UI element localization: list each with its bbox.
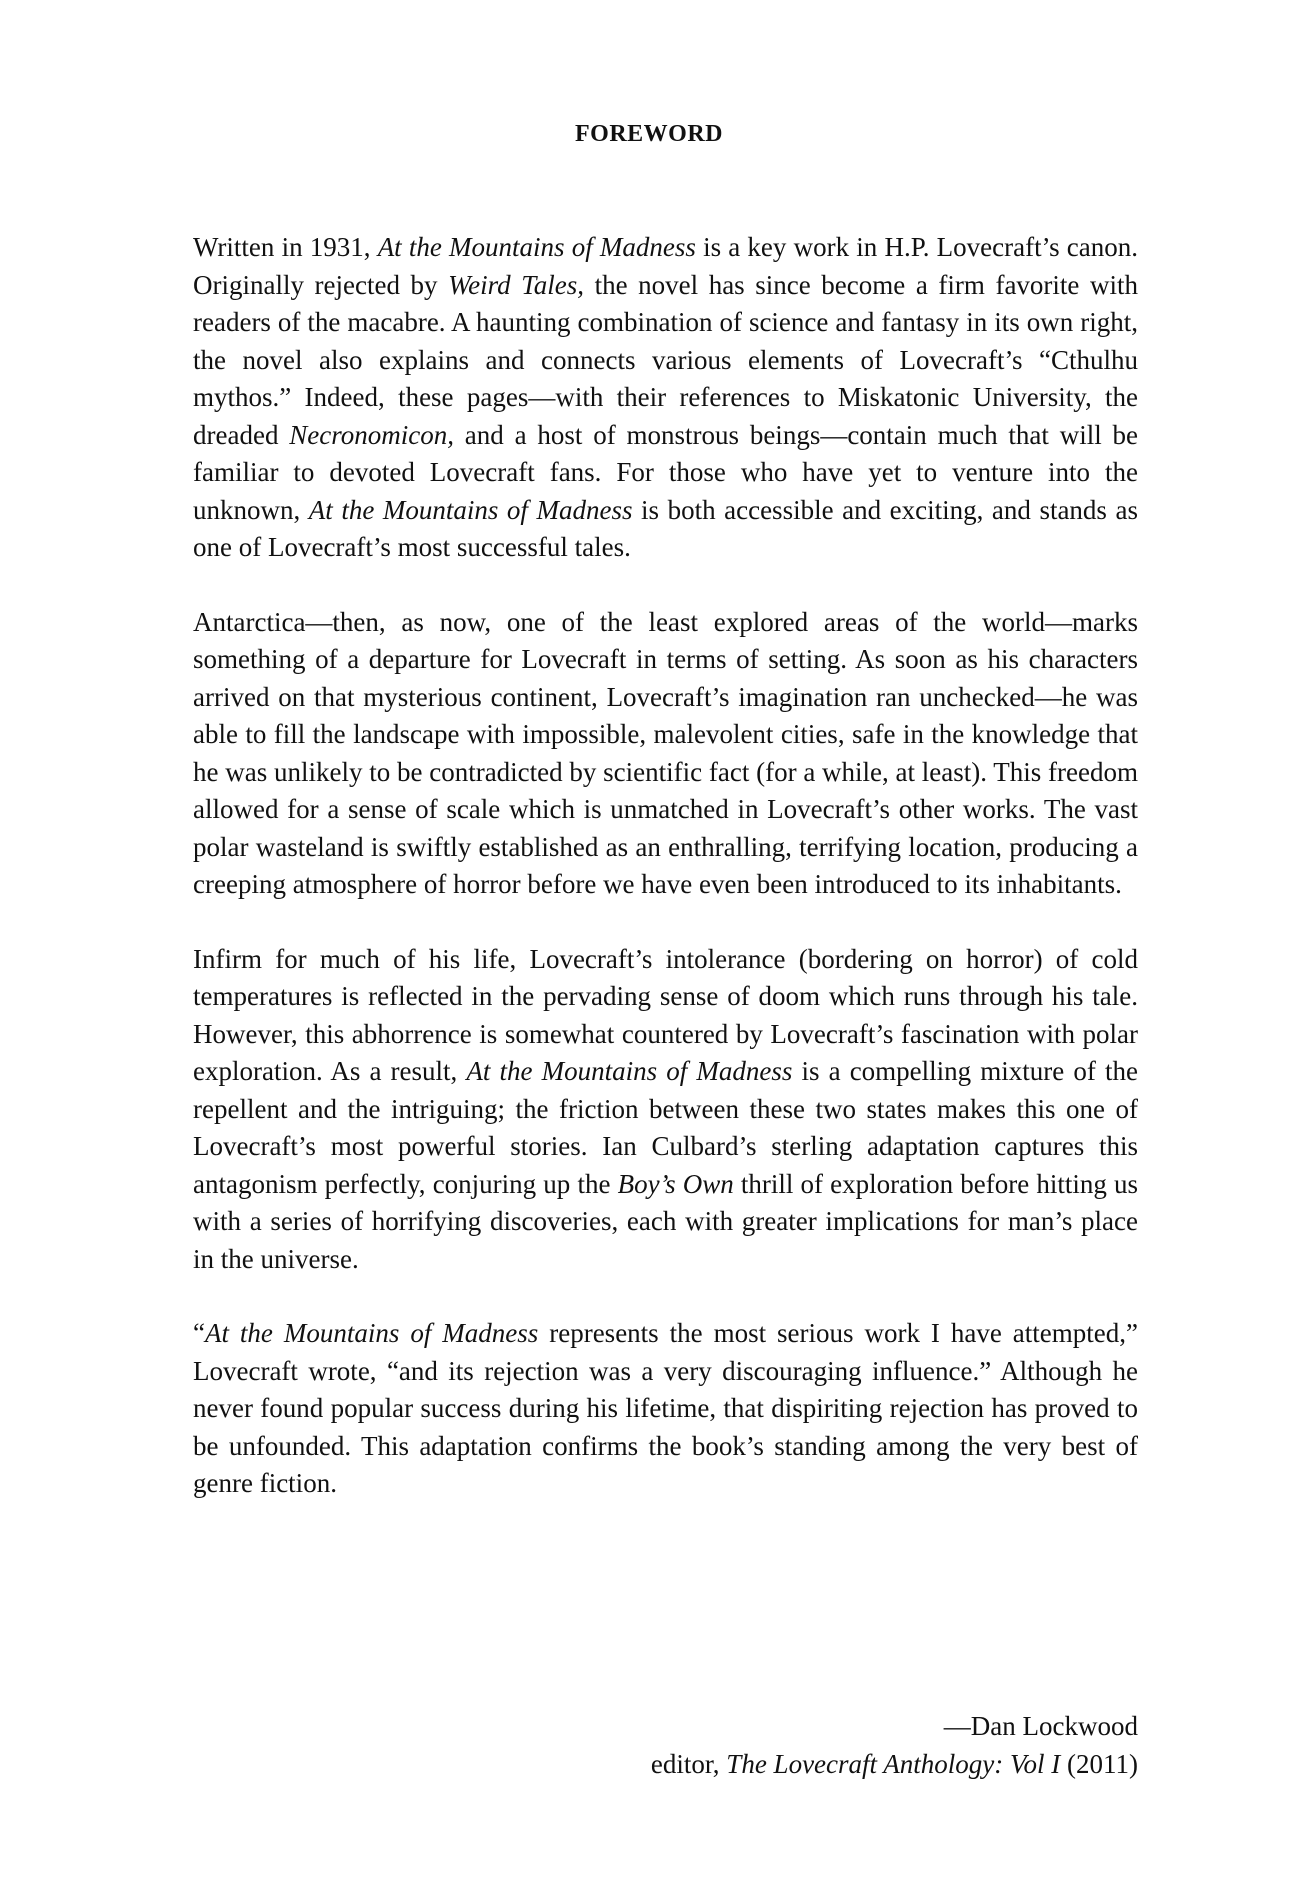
italic-title: Boy’s Own bbox=[617, 1168, 734, 1199]
text-run: is a key work in H.P. Lovecraft’s canon. Originally rejected by bbox=[193, 232, 1138, 300]
author-credit bbox=[651, 1745, 1138, 1783]
page-title: FOREWORD bbox=[575, 121, 723, 147]
italic-title: Necronomicon, bbox=[289, 419, 454, 450]
italic-title: At the Mountains of Madness bbox=[204, 1318, 539, 1348]
text-run: is a compelling mixture of the repellent and the intriguing; the friction between these two states makes this one of Lovecraft’s most powerful stories. Ian Culbard’s sterling adaptation captures this antagonism perfectly, conjuring up the bbox=[193, 1056, 1138, 1199]
credit-suffix: (2011) bbox=[1060, 1749, 1138, 1779]
italic-title: Weird Tales, bbox=[448, 269, 584, 300]
text-run: represents the most serious work I have attempted,” Lovecraft wrote, “and its rejection was a very discouraging influence.” Although he never found popular success during his lifetime, that dispiriting rejection has proved to be unfounded. This adaptation confirms the book’s standing among the very best of genre fiction. bbox=[193, 1318, 1138, 1498]
text-run: Written in 1931, bbox=[193, 232, 378, 262]
foreword-body bbox=[193, 229, 1138, 1540]
paragraph-2 bbox=[193, 604, 1138, 904]
italic-title: At the Mountains of Madness bbox=[377, 232, 696, 262]
text-run: Antarctica—then, as now, one of the least explored areas of the world—marks something of a departure for Lovecraft in terms of setting. As soon as his characters arrived on that mysterious continent, Lovecraft’s imagination ran unchecked—he was able to fill the landscape with impossible, malevolent cities, safe in the knowledge that he was unlikely to be contradicted by scientific fact (for a while, at least). This freedom allowed for a sense of scale which is unmatched in Lovecraft’s other works. The vast polar wasteland is swiftly established as an enthralling, terrifying location, producing a creeping atmosphere of horror before we have even been introduced to its inhabitants. bbox=[193, 606, 1138, 899]
text-run: “ bbox=[193, 1318, 205, 1348]
paragraph-3 bbox=[193, 941, 1138, 1279]
credit-prefix: editor, bbox=[650, 1749, 727, 1779]
signature-block bbox=[651, 1707, 1138, 1783]
text-run: the novel has since become a firm favorite with readers of the macabre. A haunting combination of science and fantasy in its own right, the novel also explains and connects various elements of Lovecraft’s “Cthulhu mythos.” Indeed, these pages—with their references to Miskatonic University, the dreaded bbox=[193, 269, 1138, 450]
italic-title: At the Mountains of Madness bbox=[466, 1056, 793, 1086]
author-name: —Dan Lockwood bbox=[943, 1711, 1138, 1741]
italic-title: At the Mountains of Madness bbox=[308, 494, 633, 525]
paragraph-4 bbox=[193, 1315, 1138, 1503]
credit-work: The Lovecraft Anthology: Vol I bbox=[726, 1749, 1061, 1779]
text-run: Infirm for much of his life, Lovecraft’s intolerance (bordering on horror) of cold temperatures is reflected in the pervading sense of doom which runs through his tale. However, this abhorrence is somewhat countered by Lovecraft’s fascination with polar exploration. As a result, bbox=[193, 943, 1138, 1086]
text-run: and a host of monstrous beings—contain much that will be familiar to devoted Lovecraft fans. For those who have yet to venture into the unknown, bbox=[193, 419, 1138, 525]
text-run: is both accessible and exciting, and stands as one of Lovecraft’s most successful tales. bbox=[193, 494, 1138, 562]
text-run: thrill of exploration before hitting us with a series of horrifying discoveries, each with greater implications for man’s place in the universe. bbox=[193, 1168, 1138, 1274]
paragraph-1 bbox=[193, 229, 1138, 567]
